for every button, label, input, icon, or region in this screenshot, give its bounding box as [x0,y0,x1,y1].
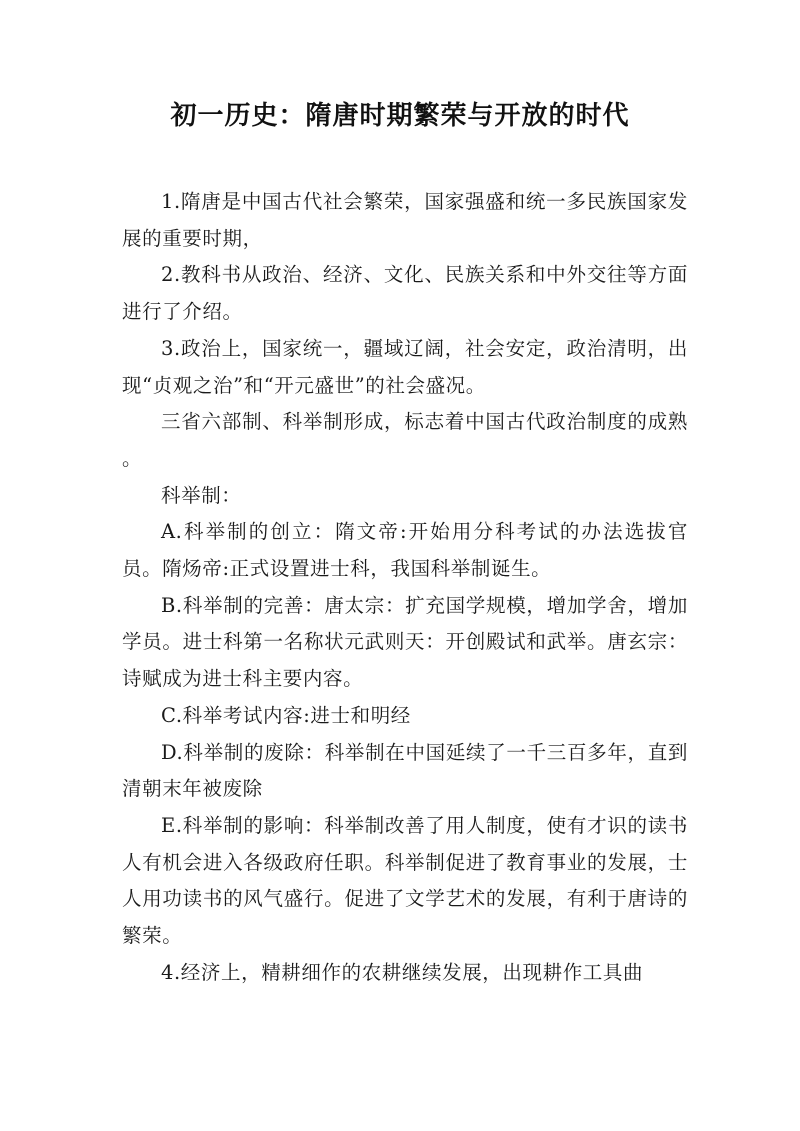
paragraph: 2.教科书从政治、经济、文化、民族关系和中外交往等方面进行了介绍。 [122,263,688,324]
paragraph: E.科举制的影响：科举制改善了用人制度，使有才识的读书人有机会进入各级政府任职。科举制促进了教育事业的发展，士人用功读书的风气盛行。促进了文学艺术的发展，有利于唐诗的繁荣。 [122,813,688,948]
paragraph: C.科举考试内容:进士和明经 [161,703,411,727]
page-title: 初一历史：隋唐时期繁荣与开放的时代 [170,101,630,131]
paragraph: B.科举制的完善：唐太宗：扩充国学规模，增加学舍，增加学员。进士科第一名称状元武则天：开创殿试和武举。唐玄宗：诗赋成为进士科主要内容。 [122,593,688,691]
document-body [122,184,688,991]
paragraph: 科举制： [161,483,242,507]
paragraph: 三省六部制、科举制形成，标志着中国古代政治制度的成熟 。 [122,410,688,470]
paragraph: 4.经济上，精耕细作的农耕继续发展，出现耕作工具曲 [161,960,644,984]
paragraph: D.科举制的废除：科举制在中国延续了一千三百多年，直到清朝末年被废除 [122,740,688,801]
paragraph: 3.政治上，国家统一，疆域辽阔，社会安定，政治清明，出现“贞观之治”和“开元盛世”的社会盛况。 [122,336,688,397]
paragraph: A.科举制的创立：隋文帝:开始用分科考试的办法选拔官员。隋炀帝:正式设置进士科，我国科举制诞生。 [122,520,688,581]
paragraph: 1.隋唐是中国古代社会繁荣，国家强盛和统一多民族国家发展的重要时期， [122,190,688,250]
